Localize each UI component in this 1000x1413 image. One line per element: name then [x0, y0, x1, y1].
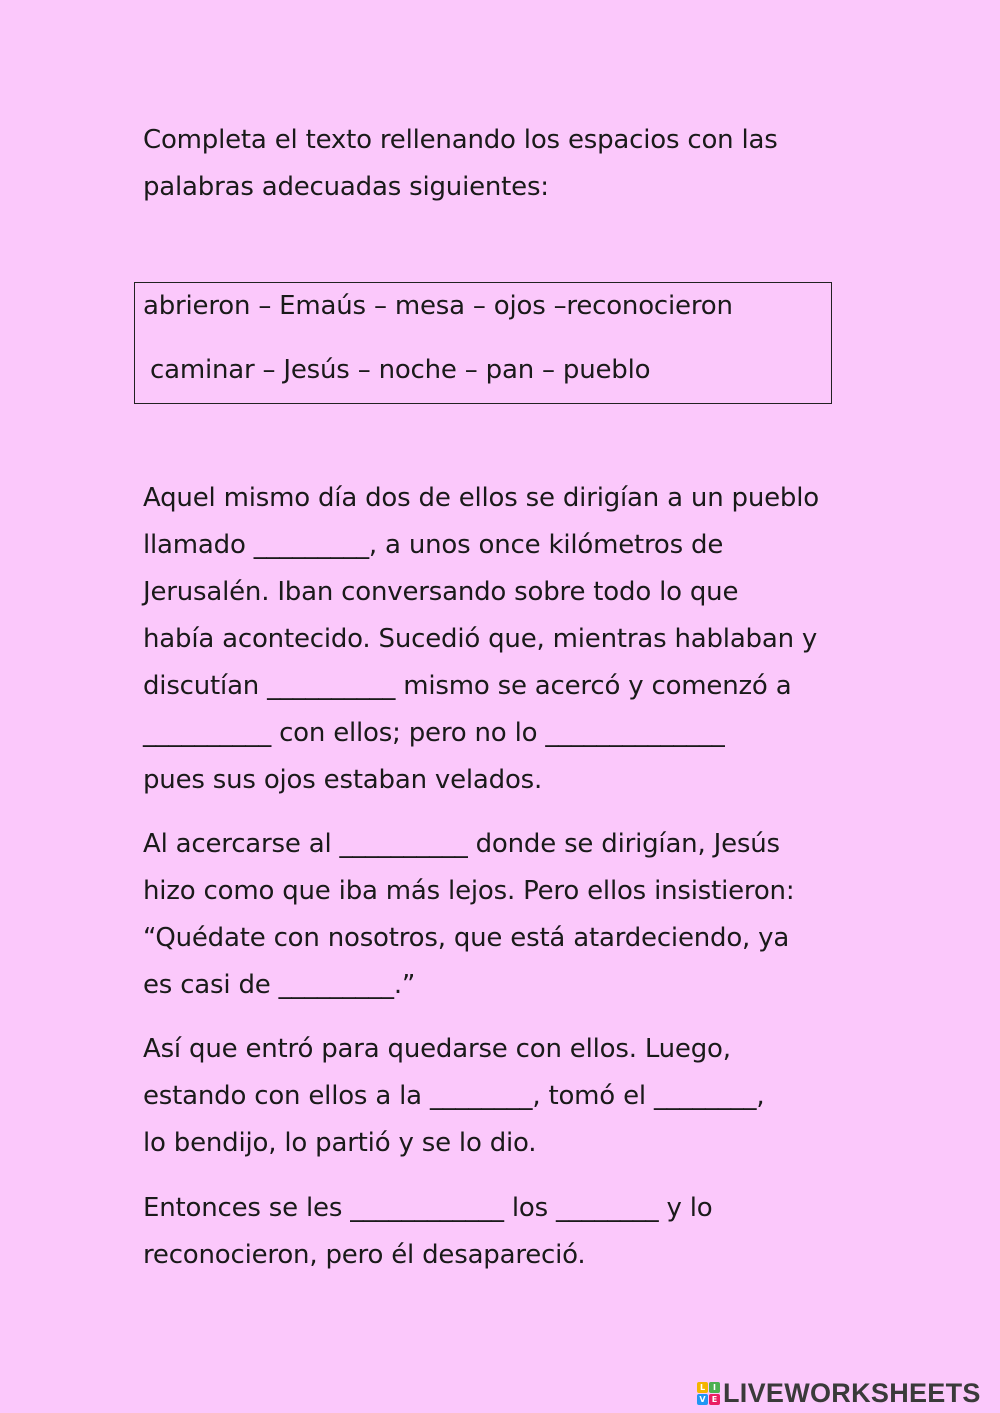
paragraph-line: Aquel mismo día dos de ellos se dirigían a un pueblo	[143, 483, 819, 513]
paragraph-line: Entonces se les ____________ los ________ y lo	[143, 1193, 713, 1223]
logo-text: LIVEWORKSHEETS	[723, 1377, 981, 1408]
paragraph-line: “Quédate con nosotros, que está atardeciendo, ya	[143, 923, 790, 953]
liveworksheets-logo-icon	[697, 1382, 720, 1405]
liveworksheets-logo	[697, 1378, 981, 1408]
paragraph-line: pues sus ojos estaban velados.	[143, 765, 543, 795]
paragraph-line: llamado _________, a unos once kilómetros de	[143, 530, 724, 560]
instructions	[143, 117, 778, 211]
paragraph-line: __________ con ellos; pero no lo ______________	[143, 718, 725, 748]
paragraph-line: lo bendijo, lo partió y se lo dio.	[143, 1128, 537, 1158]
paragraph-line: reconocieron, pero él desapareció.	[143, 1240, 586, 1270]
logo-mark-letter: V	[697, 1394, 708, 1405]
paragraph-line: estando con ellos a la ________, tomó el ________,	[143, 1081, 765, 1111]
paragraph-1	[143, 475, 819, 804]
paragraph-3	[143, 1026, 764, 1167]
word-bank-line: abrieron – Emaús – mesa – ojos –reconocieron	[143, 291, 733, 321]
logo-mark-letter: I	[709, 1382, 720, 1393]
paragraph-2	[143, 821, 794, 1009]
paragraph-line: Así que entró para quedarse con ellos. Luego,	[143, 1034, 731, 1064]
paragraph-line: es casi de _________.”	[143, 970, 416, 1000]
paragraph-line: Jerusalén. Iban conversando sobre todo lo que	[143, 577, 739, 607]
logo-mark-letter: L	[697, 1382, 708, 1393]
instructions-line: palabras adecuadas siguientes:	[143, 172, 549, 202]
word-bank-line: caminar – Jesús – noche – pan – pueblo	[150, 355, 651, 385]
paragraph-4	[143, 1185, 712, 1279]
paragraph-line: Al acercarse al __________ donde se dirigían, Jesús	[143, 829, 780, 859]
paragraph-line: había acontecido. Sucedió que, mientras hablaban y	[143, 624, 818, 654]
instructions-line: Completa el texto rellenando los espacios con las	[143, 125, 778, 155]
logo-mark-letter: E	[709, 1394, 720, 1405]
word-bank-box	[134, 282, 832, 404]
paragraph-line: discutían __________ mismo se acercó y comenzó a	[143, 671, 792, 701]
paragraph-line: hizo como que iba más lejos. Pero ellos insistieron:	[143, 876, 795, 906]
